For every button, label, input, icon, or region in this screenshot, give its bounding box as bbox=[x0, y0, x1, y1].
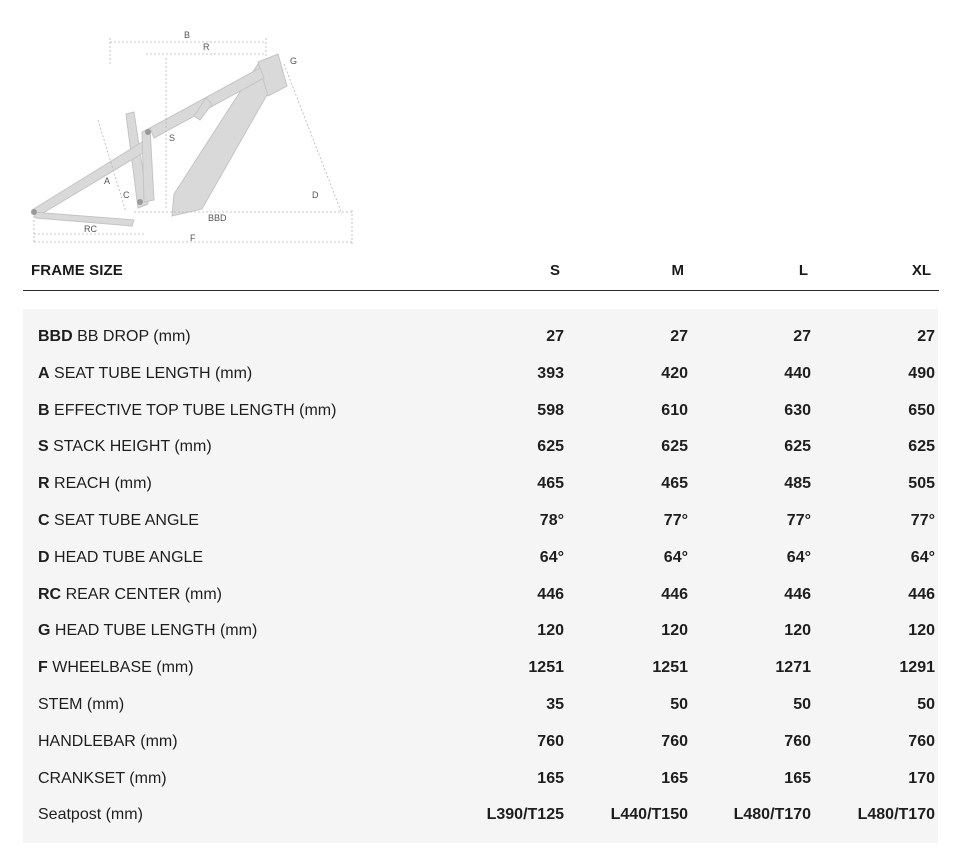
row-label bbox=[38, 733, 178, 751]
frame-size-heading: FRAME SIZE bbox=[31, 262, 123, 279]
row-value: 77° bbox=[910, 512, 935, 529]
label-bbd: BBD bbox=[208, 213, 227, 223]
row-label bbox=[38, 512, 199, 530]
row-value: 165 bbox=[537, 770, 564, 787]
label-s: S bbox=[169, 133, 176, 143]
row-label-text: SEAT TUBE LENGTH (mm) bbox=[54, 365, 253, 382]
table-row bbox=[23, 540, 938, 576]
row-value: 120 bbox=[908, 622, 935, 639]
row-code: S bbox=[38, 438, 49, 455]
row-label bbox=[38, 770, 167, 788]
label-rc: RC bbox=[84, 224, 97, 234]
row-label-text: EFFECTIVE TOP TUBE LENGTH (mm) bbox=[54, 402, 337, 419]
row-code: RC bbox=[38, 586, 62, 603]
row-label bbox=[38, 806, 143, 824]
row-value: 760 bbox=[661, 733, 688, 750]
row-value: 77° bbox=[786, 512, 811, 529]
row-label-text: Seatpost (mm) bbox=[38, 806, 143, 823]
row-value: 625 bbox=[784, 438, 811, 455]
frame-geometry-diagram bbox=[22, 24, 362, 252]
row-label-text: REAR CENTER (mm) bbox=[65, 586, 222, 603]
table-row bbox=[23, 356, 938, 392]
row-value: 27 bbox=[670, 328, 688, 345]
table-row bbox=[23, 724, 938, 760]
row-value: 64° bbox=[786, 549, 811, 566]
table-row bbox=[23, 797, 938, 833]
label-c: C bbox=[123, 190, 130, 200]
row-label-text: SEAT TUBE ANGLE bbox=[54, 512, 199, 529]
row-value: 446 bbox=[537, 586, 564, 603]
size-column-l: L bbox=[798, 262, 808, 279]
row-value: 420 bbox=[661, 365, 688, 382]
row-value: L480/T170 bbox=[857, 806, 935, 823]
row-value: 465 bbox=[661, 475, 688, 492]
row-label-text: REACH (mm) bbox=[54, 475, 152, 492]
row-label-text: WHEELBASE (mm) bbox=[52, 659, 194, 676]
row-value: 760 bbox=[908, 733, 935, 750]
row-value: 64° bbox=[663, 549, 688, 566]
row-label bbox=[38, 438, 212, 456]
row-value: 50 bbox=[793, 696, 811, 713]
label-d: D bbox=[312, 190, 319, 200]
row-value: 760 bbox=[784, 733, 811, 750]
row-value: 165 bbox=[661, 770, 688, 787]
row-value: 120 bbox=[661, 622, 688, 639]
row-value: 630 bbox=[784, 402, 811, 419]
row-value: 165 bbox=[784, 770, 811, 787]
row-value: L480/T170 bbox=[733, 806, 811, 823]
label-b: B bbox=[184, 30, 191, 40]
row-value: 1291 bbox=[899, 659, 935, 676]
row-value: 625 bbox=[661, 438, 688, 455]
row-label-text: STEM (mm) bbox=[38, 696, 125, 713]
label-r: R bbox=[203, 42, 210, 52]
table-row bbox=[23, 503, 938, 539]
row-value: 440 bbox=[784, 365, 811, 382]
row-value: 465 bbox=[537, 475, 564, 492]
row-value: 446 bbox=[784, 586, 811, 603]
row-value: 120 bbox=[537, 622, 564, 639]
row-value: 1271 bbox=[775, 659, 811, 676]
chain-stay bbox=[32, 212, 134, 226]
row-value: 625 bbox=[908, 438, 935, 455]
row-label-text: HANDLEBAR (mm) bbox=[38, 733, 178, 750]
row-label bbox=[38, 475, 152, 493]
row-value: 27 bbox=[546, 328, 564, 345]
row-value: 446 bbox=[661, 586, 688, 603]
row-label-text: HEAD TUBE ANGLE bbox=[54, 549, 204, 566]
row-value: L440/T150 bbox=[610, 806, 688, 823]
label-f: F bbox=[190, 233, 196, 243]
row-value: 35 bbox=[546, 696, 564, 713]
row-value: 50 bbox=[917, 696, 935, 713]
row-value: 27 bbox=[917, 328, 935, 345]
row-code: G bbox=[38, 622, 51, 639]
row-code: B bbox=[38, 402, 50, 419]
row-value: L390/T125 bbox=[486, 806, 564, 823]
row-label bbox=[38, 696, 124, 714]
row-code: C bbox=[38, 512, 50, 529]
row-label-text: BB DROP (mm) bbox=[77, 328, 191, 345]
row-value: 120 bbox=[784, 622, 811, 639]
row-label-text: CRANKSET (mm) bbox=[38, 770, 167, 787]
table-row bbox=[23, 687, 938, 723]
row-value: 50 bbox=[670, 696, 688, 713]
row-label bbox=[38, 402, 336, 420]
row-value: 1251 bbox=[652, 659, 688, 676]
table-row bbox=[23, 577, 938, 613]
row-value: 625 bbox=[537, 438, 564, 455]
row-value: 760 bbox=[537, 733, 564, 750]
row-code: R bbox=[38, 475, 50, 492]
row-value: 598 bbox=[537, 402, 564, 419]
row-label bbox=[38, 328, 191, 346]
row-code: F bbox=[38, 659, 48, 676]
size-column-m: M bbox=[671, 262, 684, 279]
pivot-point bbox=[145, 129, 151, 135]
row-value: 446 bbox=[908, 586, 935, 603]
row-value: 64° bbox=[539, 549, 564, 566]
row-label bbox=[38, 365, 252, 383]
table-row bbox=[23, 761, 938, 797]
table-row bbox=[23, 393, 938, 429]
size-column-xl: XL bbox=[911, 262, 931, 279]
row-value: 393 bbox=[537, 365, 564, 382]
bottom-bracket bbox=[137, 199, 143, 205]
row-code: BBD bbox=[38, 328, 73, 345]
label-a: A bbox=[104, 176, 111, 186]
geometry-table bbox=[23, 309, 938, 843]
row-value: 485 bbox=[784, 475, 811, 492]
rear-shock bbox=[142, 128, 154, 202]
row-label bbox=[38, 549, 203, 567]
row-value: 490 bbox=[908, 365, 935, 382]
row-value: 650 bbox=[908, 402, 935, 419]
row-value: 505 bbox=[908, 475, 935, 492]
row-label bbox=[38, 586, 222, 604]
row-label-text: STACK HEIGHT (mm) bbox=[53, 438, 212, 455]
size-column-s: S bbox=[549, 262, 560, 279]
table-row bbox=[23, 613, 938, 649]
row-code: D bbox=[38, 549, 50, 566]
row-code: A bbox=[38, 365, 50, 382]
row-value: 27 bbox=[793, 328, 811, 345]
row-label bbox=[38, 659, 194, 677]
table-row bbox=[23, 319, 938, 355]
row-value: 77° bbox=[663, 512, 688, 529]
row-value: 610 bbox=[661, 402, 688, 419]
row-label bbox=[38, 622, 257, 640]
seat-stay bbox=[32, 142, 148, 216]
table-header bbox=[23, 258, 939, 291]
row-value: 64° bbox=[910, 549, 935, 566]
table-row bbox=[23, 466, 938, 502]
row-value: 170 bbox=[908, 770, 935, 787]
row-value: 78° bbox=[539, 512, 564, 529]
table-row bbox=[23, 650, 938, 686]
row-label-text: HEAD TUBE LENGTH (mm) bbox=[54, 622, 258, 639]
rear-axle bbox=[31, 209, 37, 215]
table-row bbox=[23, 429, 938, 465]
label-g: G bbox=[290, 56, 298, 66]
row-value: 1251 bbox=[528, 659, 564, 676]
